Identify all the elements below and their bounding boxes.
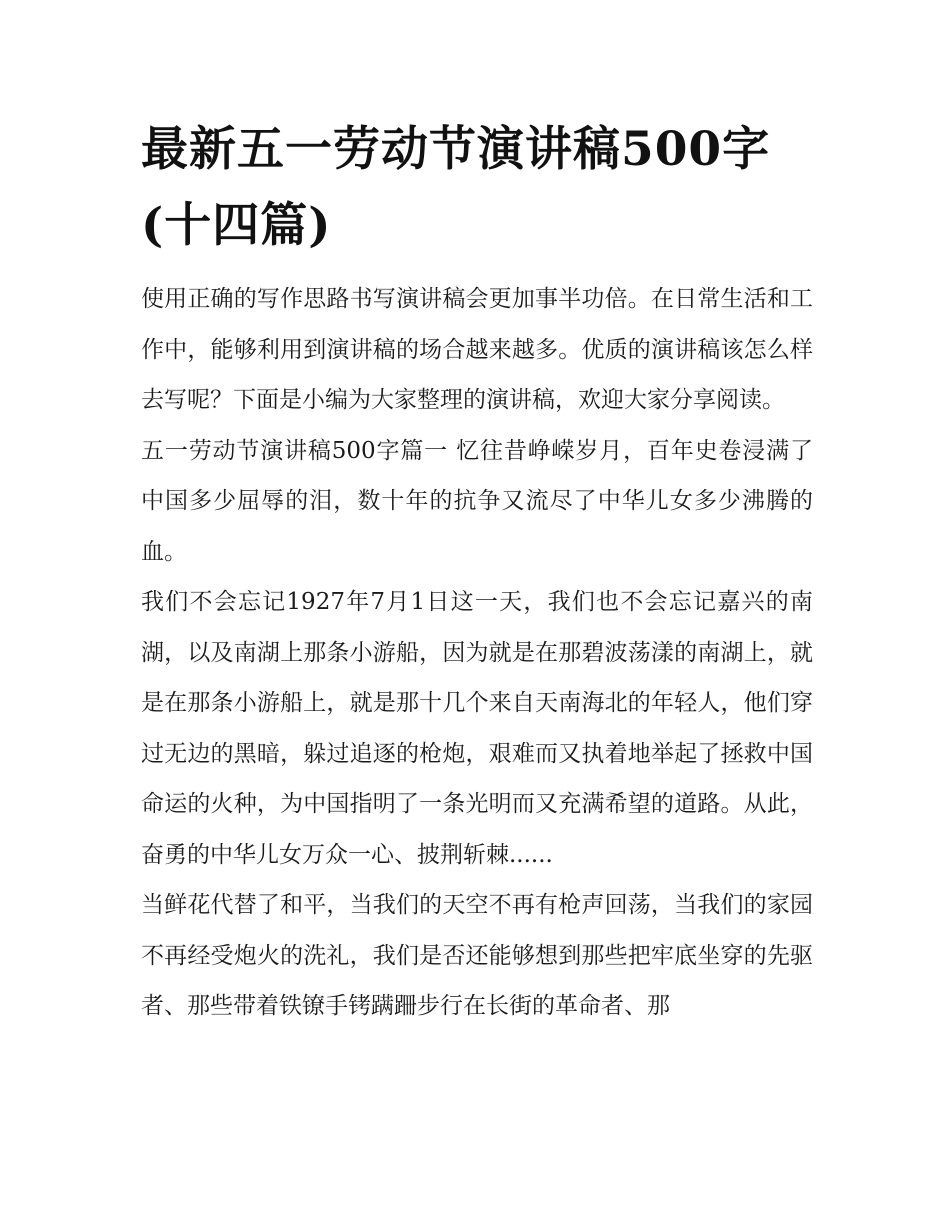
intro-paragraph: 使用正确的写作思路书写演讲稿会更加事半功倍。在日常生活和工作中，能够利用到演讲稿的场合越来越多。优质的演讲稿该怎么样去写呢？下面是小编为大家整理的演讲稿，欢迎大家分享阅读。 bbox=[141, 286, 813, 413]
document-title: 最新五一劳动节演讲稿500字(十四篇) bbox=[141, 122, 771, 253]
document-body bbox=[141, 112, 813, 1032]
history-paragraph: 我们不会忘记1927年7月1日这一天，我们也不会忘记嘉兴的南湖，以及南湖上那条小游船，因为就是在那碧波荡漾的南湖上，就是在那条小游船上，就是那十几个来自天南海北的年轻人，他们穿过无边的黑暗，躲过追逐的枪炮，艰难而又执着地举起了拯救中国命运的火种，为中国指明了一条光明而又充满希望的道路。从此，奋勇的中华儿女万众一心、披荆斩棘...... bbox=[141, 589, 813, 868]
speech-one-opening-paragraph: 五一劳动节演讲稿500字篇一 忆往昔峥嵘岁月，百年史卷浸满了中国多少屈辱的泪，数十年的抗争又流尽了中华儿女多少沸腾的血。 bbox=[141, 437, 813, 565]
remembrance-paragraph: 当鲜花代替了和平，当我们的天空不再有枪声回荡，当我们的家园不再经受炮火的洗礼，我们是否还能够想到那些把牢底坐穿的先驱者、那些带着铁镣手铐蹒跚步行在长街的革命者、那 bbox=[141, 892, 813, 1019]
